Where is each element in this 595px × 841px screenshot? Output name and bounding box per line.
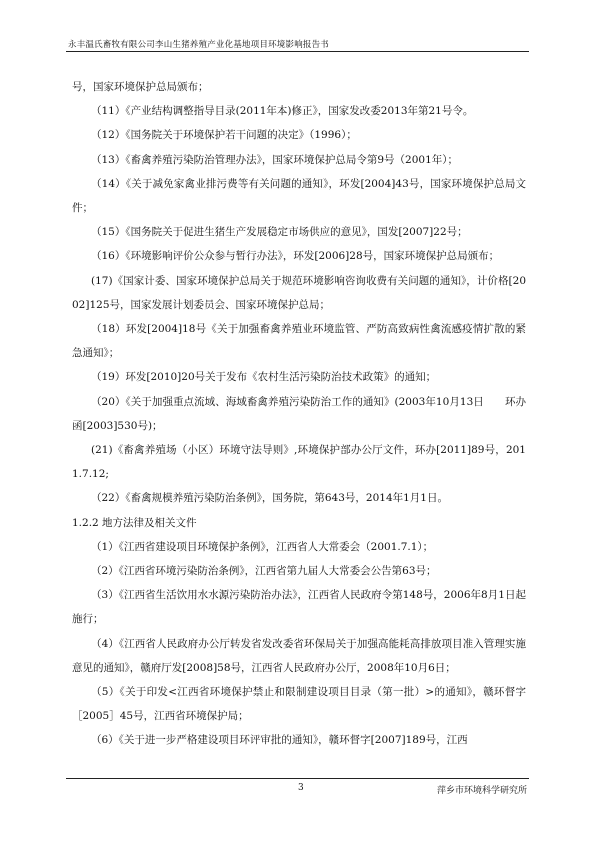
- paragraph: （15）《国务院关于促进生猪生产发展稳定市场供应的意见》，国发[2007]22号；: [91, 226, 468, 239]
- paragraph: 号，国家环境保护总局颁布；: [72, 81, 209, 93]
- page-number: 3: [298, 783, 304, 793]
- paragraph: （12）《国务院关于环境保护若干问题的决定》（1996）；: [91, 129, 357, 142]
- paragraph: （5）《关于印发<江西省环境保护禁止和限制建设项目目录（第一批）>的通知》，赣环督字［2005］45号，江西省环境保护局；: [72, 686, 526, 723]
- paragraph: （2）《江西省环境污染防治条例》，江西省第九届人大常委会公告第63号；: [91, 565, 437, 578]
- paragraph: （6）《关于进一步严格建设项目环评审批的通知》，赣环督字[2007]189号，江西: [91, 734, 468, 747]
- paragraph: （3）《江西省生活饮用水水源污染防治办法》，江西省人民政府令第148号，2006年8月1日起施行；: [72, 589, 526, 626]
- paragraph: (21)《畜禽养殖场（小区）环境守法导则》,环境保护部办公厅文件，环办[2011]89号，2011.7.12;: [72, 444, 526, 481]
- paragraph: (17)《国家计委、国家环境保护总局关于规范环境影响咨询收费有关问题的通知》，计价格[2002]125号，国家发展计划委员会、国家环境保护总局；: [72, 274, 526, 311]
- body-text: [72, 75, 526, 753]
- paragraph: （19）环发[2010]20号关于发布《农村生活污染防治技术政策》的通知；: [91, 371, 437, 384]
- section-heading: 1.2.2 地方法律及相关文件: [72, 516, 197, 529]
- header-divider: [66, 51, 529, 52]
- header-title: 永丰温氏畜牧有限公司李山生猪养殖产业化基地项目环境影响报告书: [68, 40, 330, 50]
- footer-organization: 萍乡市环境科学研究所: [436, 786, 527, 796]
- paragraph: （16）《环境影响评价公众参与暂行办法》，环发[2006]28号，国家环境保护总局颁布；: [91, 250, 500, 263]
- paragraph: （18）环发[2004]18号《关于加强畜禽养殖业环境监管、严防高致病性禽流感疫情扩散的紧急通知》；: [72, 323, 526, 360]
- paragraph: （22）《畜禽规模养殖污染防治条例》，国务院，第643号，2014年1月1日。: [91, 492, 448, 505]
- paragraph: （11）《产业结构调整指导目录(2011年本)修正》，国家发改委2013年第21号令。: [91, 105, 474, 118]
- paragraph: （13）《畜禽养殖污染防治管理办法》，国家环境保护总局令第9号（2001年）；: [91, 153, 459, 166]
- footer-divider: [66, 778, 529, 779]
- paragraph: （20）《关于加强重点流域、海域畜禽养殖污染防治工作的通知》(2003年10月13日 环办函[2003]530号)；: [72, 395, 526, 432]
- paragraph: （1）《江西省建设项目环境保护条例》，江西省人大常委会（2001.7.1）；: [91, 540, 434, 553]
- paragraph: （14）《关于减免家禽业排污费等有关问题的通知》，环发[2004]43号，国家环境保护总局文件；: [72, 177, 526, 215]
- paragraph: （4）《江西省人民政府办公厅转发省发改委省环保局关于加强高能耗高排放项目准入管理实施意见的通知》，赣府厅发[2008]58号，江西省人民政府办公厅，2008年10月6日；: [72, 637, 526, 674]
